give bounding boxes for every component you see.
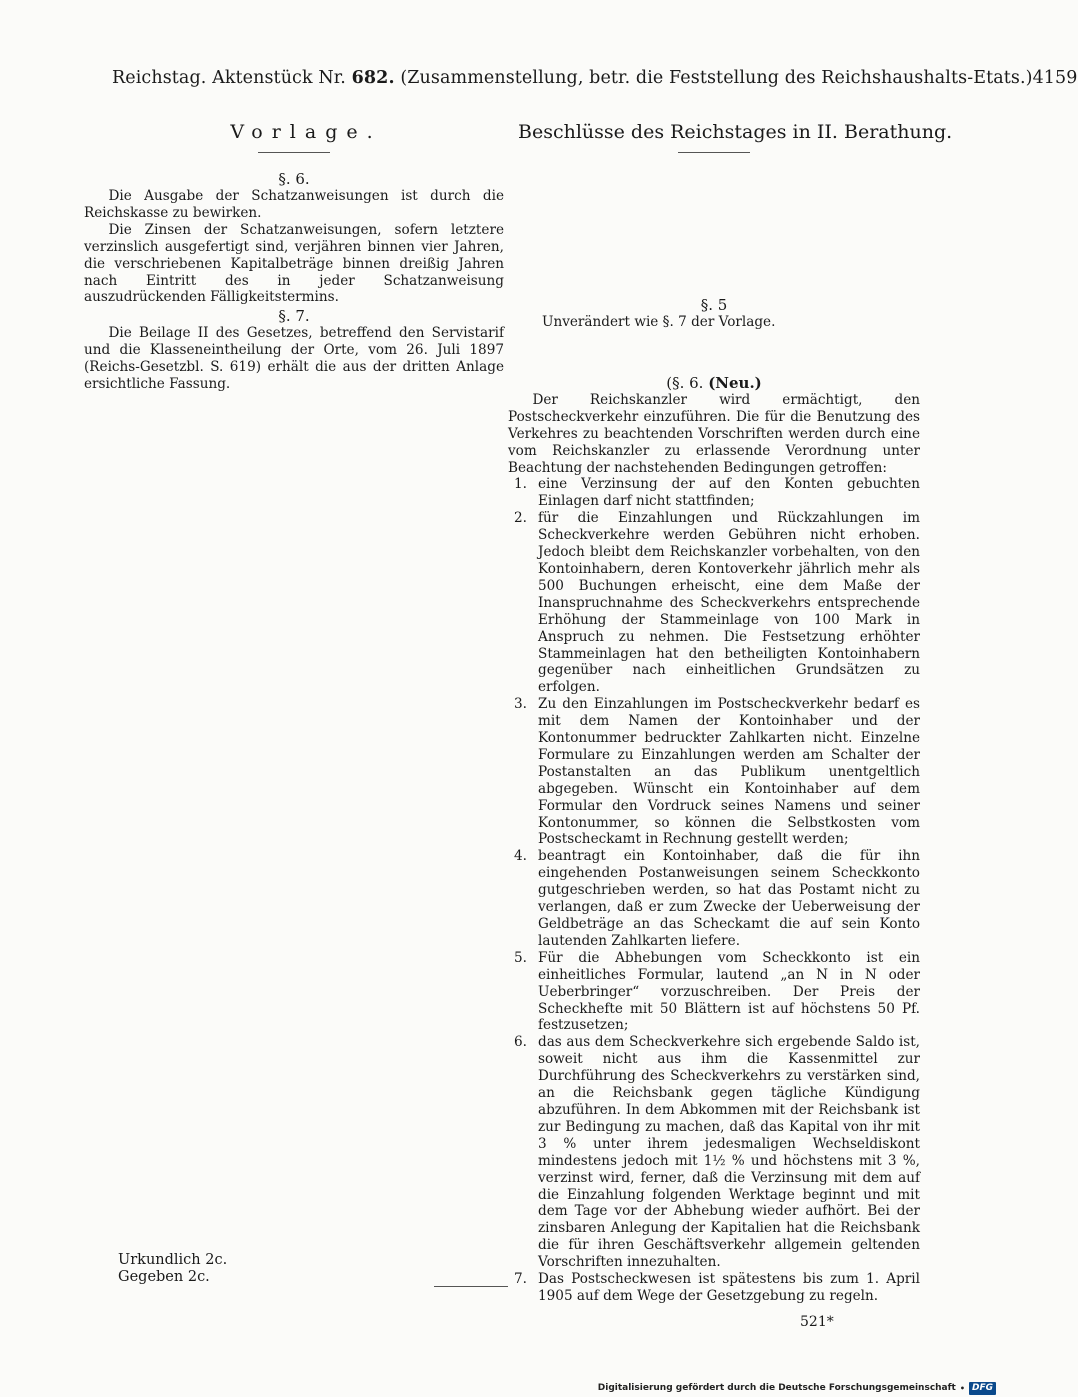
- section-body: [84, 325, 504, 393]
- list-item: [508, 848, 920, 949]
- closing-line: Urkundlich 2c.: [118, 1252, 228, 1268]
- item-number: 4.: [514, 848, 527, 865]
- section-heading: §. 6.: [278, 170, 310, 188]
- item-number: 3.: [514, 696, 527, 713]
- item-number: 5.: [514, 949, 527, 966]
- list-item: [508, 1034, 920, 1271]
- dfg-logo: DFG: [969, 1382, 996, 1395]
- item-text: für die Einzahlungen und Rückzahlungen im Scheckverkehre werden Gebühren nicht erhoben. Jedoch bleibt dem Reichskanzler vorbehalten, von den Kontoinhabern, deren Kontoverkehr jährlich mehr als 500 Buchungen erheischt, eine dem Maße der Inanspruchnahme des Scheckverkehrs entsprechende Erhöhung der Stammeinlage von 100 Mark in Anspruch zu nehmen. Die Festsetzung erhöhter Stammeinlagen hat den betheiligten Kontoinhabern gegenüber nach einheitlichen Grundsätzen zu erfolgen.: [538, 510, 920, 696]
- conditions-list: [508, 476, 920, 1304]
- sheet-signature: 521*: [800, 1314, 834, 1330]
- item-text: Für die Abhebungen vom Scheckkonto ist ein einheitliches Formular, lautend „an N in N oder Ueberbringer“ vorzuschreiben. Der Preis der Scheckhefte mit 50 Blättern ist auf höchstens 50 Pf. festzusetzen;: [538, 949, 920, 1034]
- section-heading: §. 7.: [278, 307, 310, 326]
- paragraph: Die Beilage II des Gesetzes, betreffend den Servistarif und die Klasseneintheilung der Orte, vom 26. Juli 1897 (Reichs-Gesetzbl. S. 619) erhält die aus der dritten Anlage ersichtliche Fassung.: [84, 325, 504, 393]
- title-divider: [678, 152, 750, 153]
- header-page-number: 4159: [1032, 68, 1078, 88]
- right-column-title: Beschlüsse des Reichstages in II. Berathung.: [518, 121, 953, 143]
- section-body: Unverändert wie §. 7 der Vorlage.: [542, 314, 776, 330]
- item-text: beantragt ein Kontoinhaber, daß die für ihn eingehenden Postanweisungen seinem Scheckkonto gutgeschrieben werden, so hat das Postamt nicht zu verlangen, daß er zum Zwecke der Ueberweisung der Geldbeträge an das Scheckamt die auf sein Konto lautenden Zahlkarten liefere.: [538, 848, 920, 949]
- footer-text: Digitalisierung gefördert durch die Deutsche Forschungsgemeinschaft: [597, 1383, 956, 1393]
- list-item: [508, 950, 920, 1035]
- list-item: [508, 696, 920, 848]
- item-number: 2.: [514, 510, 527, 527]
- new-marker: (Neu.): [708, 373, 762, 392]
- left-column-title: Vorlage.: [230, 121, 382, 143]
- section-heading: [508, 375, 920, 392]
- item-number: 7.: [514, 1271, 527, 1288]
- paragraph: Der Reichskanzler wird ermächtigt, den Postscheckverkehr einzuführen. Die für die Benutzung des Verkehres zu beachtenden Vorschriften werden durch eine vom Reichskanzler zu erlassende Verordnung unter Beachtung der nachstehenden Bedingungen getroffen:: [508, 391, 920, 476]
- list-item: [508, 1271, 920, 1305]
- item-number: 1.: [514, 476, 527, 493]
- section-number: (§. 6.: [666, 373, 704, 392]
- header-number: 682.: [351, 68, 395, 88]
- paragraph: Die Ausgabe der Schatzanweisungen ist durch die Reichskasse zu bewirken.: [84, 188, 504, 221]
- closing-formula: [118, 1252, 227, 1286]
- end-divider: [434, 1286, 508, 1287]
- header-left: Reichstag. Aktenstück Nr.: [112, 68, 346, 88]
- section-heading: §. 5: [700, 296, 728, 314]
- bullet-icon: •: [959, 1383, 965, 1393]
- list-item: [508, 510, 920, 696]
- item-text: das aus dem Scheckverkehre sich ergebende Saldo ist, soweit nicht aus ihm die Kassenmittel zur Durchführung des Scheckverkehrs zu verstärken sind, an die Reichsbank gegen tägliche Kündigung abzuführen. In dem Abkommen mit der Reichsbank ist zur Bedingung zu machen, daß das Kapital von ihr mit 3 % unter ihrem jedesmaligen Wechseldiskont mindestens jedoch mit 1½ % und höchstens mit 3 %, verzinst wird, ferner, daß die Verzinsung mit dem auf die Einzahlung folgenden Werktage beginnt und mit dem Tage vor der Abhebung wieder aufhört. Bei der zinsbaren Anlegung der Kapitalien hat die Reichsbank die für ihren Geschäftsverkehr allgemein geltenden Vorschriften innezuhalten.: [538, 1034, 920, 1271]
- item-text: Zu den Einzahlungen im Postscheckverkehr bedarf es mit dem Namen der Kontoinhaber und der Kontonummer bedruckter Zahlkarten nicht. Einzelne Formulare zu Einzahlungen werden am Schalter der Postanstalten an das Publikum unentgeltlich abgegeben. Wünscht ein Kontoinhaber auf dem Formular den Vordruck seines Namens und seiner Kontonummer, so können die Selbstkosten vom Postscheckamt in Rechnung gestellt werden;: [538, 696, 920, 848]
- list-item: [508, 476, 920, 510]
- item-number: 6.: [514, 1034, 527, 1051]
- paragraph: Die Zinsen der Schatzanweisungen, sofern letztere verzinslich ausgefertigt sind, verjähren binnen vier Jahren, die verschriebenen Kapitalbeträge binnen dreißig Jahren nach Eintritt des in jeder Schatzanweisung auszudrückenden Fälligkeitstermins.: [84, 221, 504, 306]
- section-body: [508, 392, 920, 477]
- item-text: Das Postscheckwesen ist spätestens bis zum 1. April 1905 auf dem Wege der Gesetzgebung zu regeln.: [538, 1271, 920, 1304]
- closing-line: Gegeben 2c.: [118, 1269, 210, 1285]
- header-title: [112, 68, 1033, 88]
- left-column: [84, 118, 504, 393]
- title-divider: [258, 152, 330, 153]
- page-header: [112, 68, 1078, 98]
- header-rest: (Zusammenstellung, betr. die Feststellung des Reichshaushalts-Etats.): [400, 68, 1033, 88]
- digitization-footer: [597, 1380, 996, 1396]
- right-column: [508, 118, 953, 1305]
- section-body: [84, 188, 504, 306]
- item-text: eine Verzinsung der auf den Konten gebuchten Einlagen darf nicht stattfinden;: [538, 476, 920, 510]
